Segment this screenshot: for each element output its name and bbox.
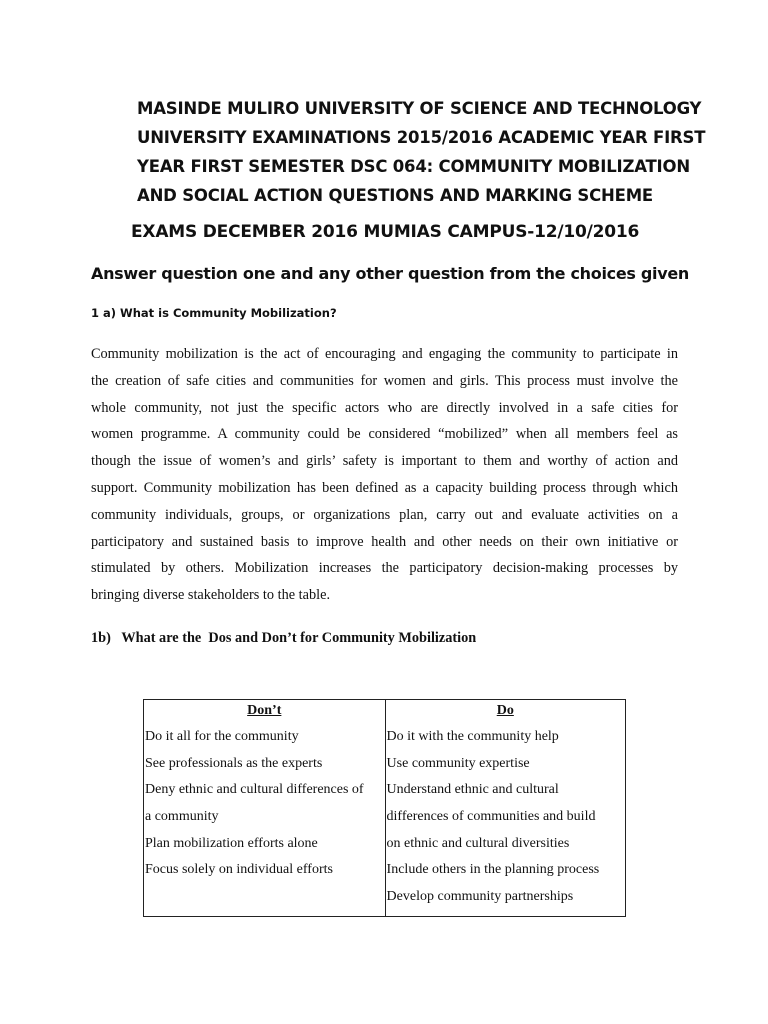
answer-line: support. Community mobilization has been defined as a capacity building process through which bbox=[91, 479, 678, 496]
answer-line: the creation of safe cities and communities for women and girls. This process must involve the bbox=[91, 372, 678, 389]
question-1a-answer bbox=[91, 341, 678, 609]
do-item: Do it with the community help bbox=[386, 729, 559, 744]
dont-item: See professionals as the experts bbox=[145, 755, 323, 771]
answer-line: bringing diverse stakeholders to the table. bbox=[91, 587, 331, 604]
do-item: on ethnic and cultural diversities bbox=[386, 835, 570, 851]
dont-header: Don’t bbox=[247, 703, 282, 718]
do-item: differences of communities and build bbox=[386, 809, 596, 825]
heading-line: MASINDE MULIRO UNIVERSITY OF SCIENCE AND TECHNOLOGY bbox=[137, 99, 702, 118]
heading-line: YEAR FIRST SEMESTER DSC 064: COMMUNITY MOBILIZATION bbox=[137, 157, 690, 176]
do-item: Develop community partnerships bbox=[386, 889, 574, 905]
do-item: Understand ethnic and cultural bbox=[386, 782, 559, 798]
dont-item: a community bbox=[145, 809, 219, 825]
answer-line: stimulated by others. Mobilization increases the participatory decision-making processes by bbox=[91, 560, 678, 577]
answer-line: Community mobilization is the act of encouraging and engaging the community to participate in bbox=[91, 346, 678, 362]
answer-line: women programme. A community could be considered “mobilized” when all members feel as bbox=[91, 426, 678, 443]
question-1b-title: 1b) What are the Dos and Don’t for Community Mobilization bbox=[91, 630, 477, 646]
heading-line: UNIVERSITY EXAMINATIONS 2015/2016 ACADEMIC YEAR FIRST bbox=[137, 128, 706, 147]
document-heading bbox=[137, 94, 706, 210]
answer-line: participatory and sustained basis to improve health and other needs on their own initiative or bbox=[91, 533, 678, 550]
dont-item: Deny ethnic and cultural differences of bbox=[145, 782, 364, 798]
heading-line: AND SOCIAL ACTION QUESTIONS AND MARKING SCHEME bbox=[137, 186, 653, 205]
do-column bbox=[385, 700, 625, 917]
dont-item: Plan mobilization efforts alone bbox=[145, 835, 318, 851]
dont-column bbox=[144, 700, 386, 917]
instruction-text: Answer question one and any other question from the choices given bbox=[91, 264, 689, 283]
do-item: Include others in the planning process bbox=[386, 862, 600, 878]
answer-line: though the issue of women’s and girls’ safety is important to them and worthy of action and bbox=[91, 453, 678, 470]
dont-item: Do it all for the community bbox=[145, 729, 299, 744]
exam-date-line: EXAMS DECEMBER 2016 MUMIAS CAMPUS-12/10/2016 bbox=[131, 222, 640, 242]
answer-line: community individuals, groups, or organizations plan, carry out and evaluate activities on a bbox=[91, 506, 678, 523]
dos-and-donts-table bbox=[143, 699, 626, 917]
do-item: Use community expertise bbox=[386, 755, 530, 771]
do-header: Do bbox=[496, 703, 514, 718]
answer-line: whole community, not just the specific actors who are directly involved in a safe cities for bbox=[91, 399, 678, 416]
question-1a-title: 1 a) What is Community Mobilization? bbox=[91, 306, 337, 320]
dont-item: Focus solely on individual efforts bbox=[145, 862, 333, 878]
